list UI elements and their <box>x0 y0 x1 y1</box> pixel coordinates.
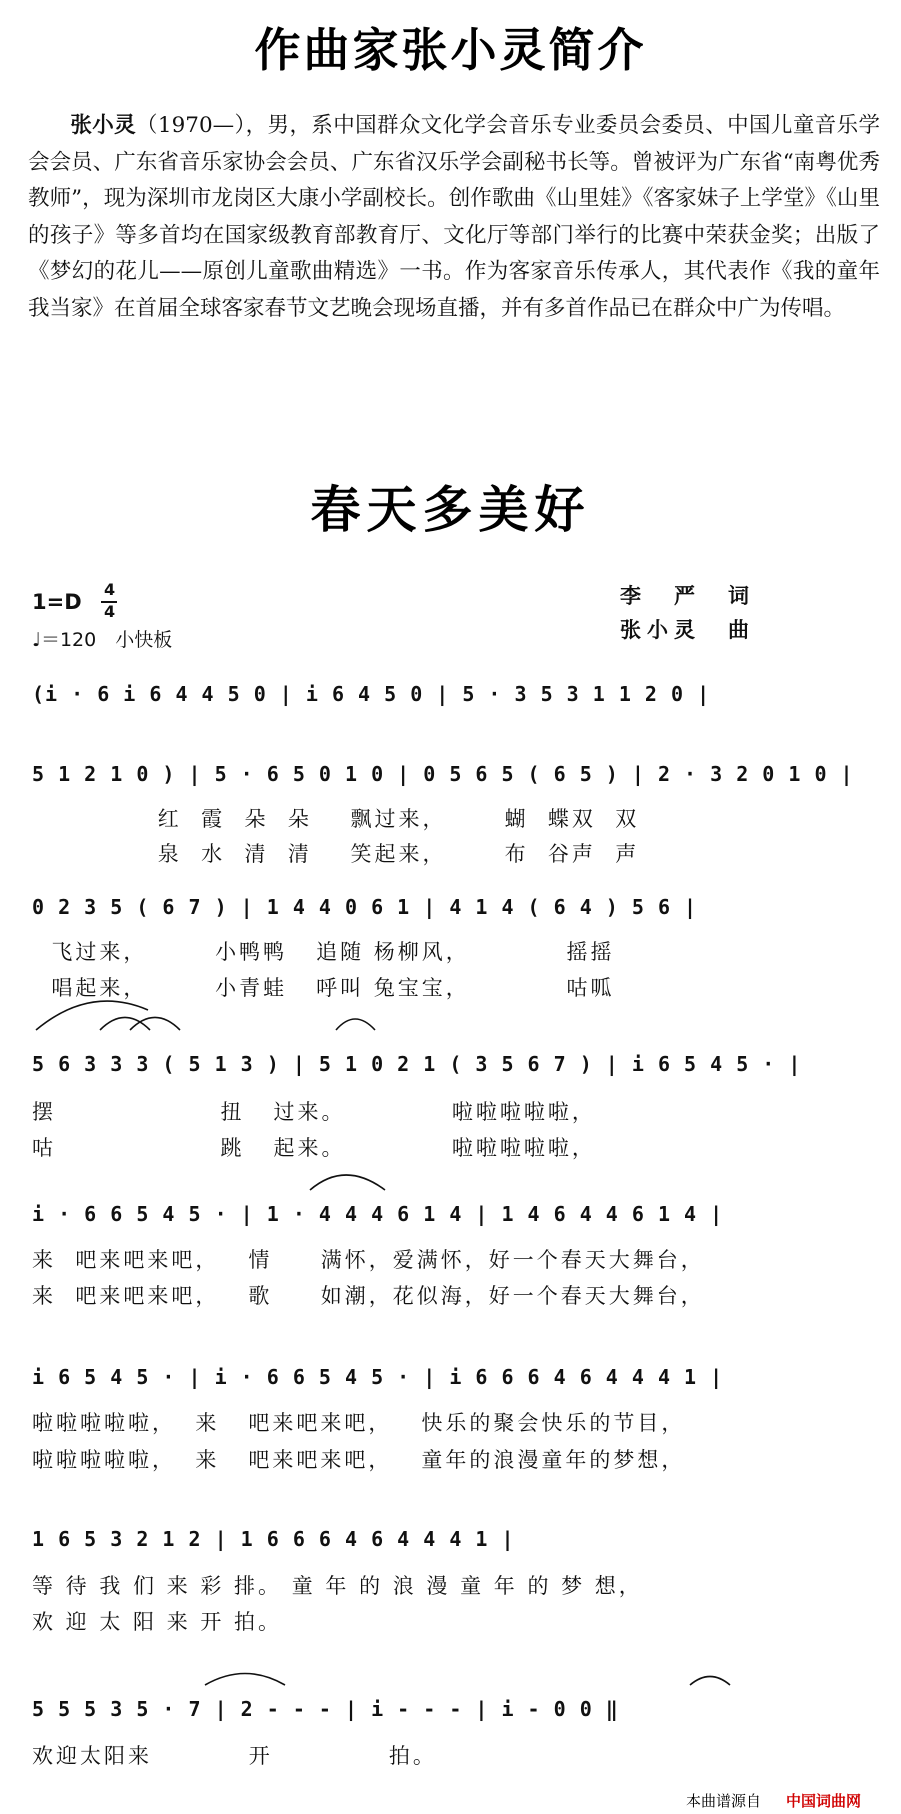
song-title: 春天多美好 <box>310 481 591 539</box>
key-signature: 1=D <box>32 590 82 614</box>
slur-mark <box>100 1018 150 1031</box>
bio-text: （1970—），男，系中国群众文化学会音乐专业委员会委员、中国儿童音乐学会会员、广东省音乐家协会会员、广东省汉乐学会副秘书长等。曾被评为广东省“南粤优秀教师”，现为深圳市龙岗区大康小学副校长。创作歌曲《山里娃》《客家妹子上学堂》《山里的孩子》等多首均在国家级教育部教育厅、文化厅等部门举行的比赛中荣获金奖；出版了《梦幻的花儿——原创儿童歌曲精选》一书。作为客家音乐传承人，其代表作《我的童年我当家》在首届全球客家春节文艺晚会现场直播，并有多首作品已在群众中广为传唱。 <box>28 113 880 321</box>
lyricist-credit: 李 严 词 <box>620 584 755 608</box>
lyric-line: 欢迎太阳来 开 拍。 <box>32 1744 437 1768</box>
lyric-line: 啦啦啦啦啦， 来 吧来吧来吧， 快乐的聚会快乐的节目， <box>32 1411 686 1435</box>
score-notes-line: 1 6 5 3 2 1 2 | 1 6 6 6 4 6 4 4 4 1 | <box>32 1527 515 1551</box>
time-signature-top: 4 <box>104 580 116 599</box>
slur-mark <box>205 1674 285 1686</box>
lyric-line: 摆 扭 过来。 啦啦啦啦啦， <box>32 1100 596 1124</box>
score-notes-line: 5 1 2 1 0 ) | 5 · 6 5 0 1 0 | 0 5 6 5 ( 6 5 ) | 2 · 3 2 0 1 0 | <box>32 762 854 786</box>
bio-lead-name: 张小灵 <box>70 113 137 138</box>
lyric-line: 咕 跳 起来。 啦啦啦啦啦， <box>32 1136 596 1160</box>
footer-source-label: 本曲谱源自 <box>686 1792 762 1810</box>
lyric-line: 来 吧来吧来吧， 歌 如潮，花似海，好一个春天大舞台， <box>32 1284 705 1308</box>
score-notes-line: 5 6 3 3 3 ( 5 1 3 ) | 5 1 0 2 1 ( 3 5 6 7 ) | i 6 5 4 5 · | <box>32 1052 802 1076</box>
slur-mark <box>690 1677 730 1686</box>
lyric-line: 红 霞 朵 朵 飘过来， 蝴 蝶双 双 <box>32 807 640 831</box>
lyric-line: 唱起来， 小青蛙 呼叫 兔宝宝， 咕呱 <box>32 976 615 1000</box>
lyric-line: 欢 迎 太 阳 来 开 拍。 <box>32 1610 283 1634</box>
slur-mark <box>36 1001 148 1030</box>
lyric-line: 飞过来， 小鸭鸭 追随 杨柳风， 摇摇 <box>32 940 615 964</box>
lyric-line: 来 吧来吧来吧， 情 满怀，爱满怀，好一个春天大舞台， <box>32 1248 705 1272</box>
slur-mark <box>336 1019 375 1030</box>
score-notes-line: i · 6 6 5 4 5 · | 1 · 4 4 4 6 1 4 | 1 4 6 4 4 6 1 4 | <box>32 1202 724 1226</box>
slur-mark <box>310 1175 385 1190</box>
bio-paragraph <box>28 108 880 327</box>
lyric-line: 啦啦啦啦啦， 来 吧来吧来吧， 童年的浪漫童年的梦想， <box>32 1448 686 1472</box>
tempo-marking: ♩＝120 小快板 <box>32 629 173 651</box>
score-notes-line: 0 2 3 5 ( 6 7 ) | 1 4 4 0 6 1 | 4 1 4 ( 6 4 ) 5 6 | <box>32 895 698 919</box>
score-notes-line: 5 5 5 3 5 · 7 | 2 - - - | i - - - | i - 0 0 ‖ <box>32 1697 619 1721</box>
lyric-line: 等 待 我 们 来 彩 排。 童 年 的 浪 漫 童 年 的 梦 想， <box>32 1574 643 1598</box>
bio-title: 作曲家张小灵简介 <box>254 23 647 77</box>
slur-mark <box>130 1018 180 1031</box>
footer-site-name[interactable]: 中国词曲网 <box>786 1792 862 1810</box>
score-notes-line: (i · 6 i 6 4 4 5 0 | i 6 4 5 0 | 5 · 3 5 3 1 1 2 0 | <box>32 682 711 706</box>
composer-credit: 张小灵 曲 <box>620 618 755 642</box>
score-notes-line: i 6 5 4 5 · | i · 6 6 5 4 5 · | i 6 6 6 4 6 4 4 4 1 | <box>32 1365 724 1389</box>
time-signature-bottom: 4 <box>104 602 116 621</box>
lyric-line: 泉 水 清 清 笑起来， 布 谷声 声 <box>32 842 640 866</box>
